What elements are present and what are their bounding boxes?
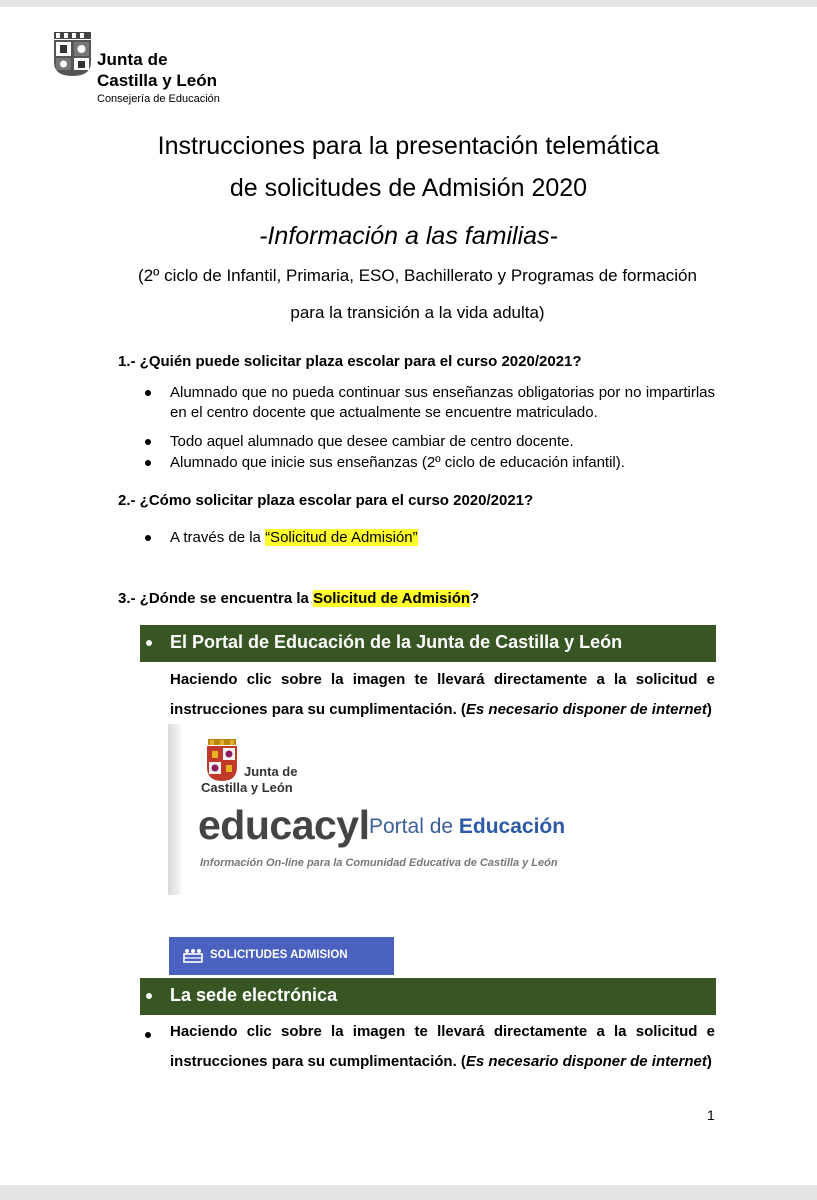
sede-description — [170, 1017, 715, 1077]
sede-desc-line1: Haciendo clic sobre la imagen te llevará directamente a la solicitud e — [170, 1023, 715, 1040]
list-item-text: Todo aquel alumnado que desee cambiar de centro docente. — [170, 433, 574, 450]
scope-line2: para la transición a la vida adulta) — [290, 303, 545, 322]
portal-section-title: El Portal de Educación de la Junta de Castilla y León — [170, 632, 623, 652]
org-department: Consejería de Educación — [97, 93, 220, 105]
portal-prefix: Portal de — [369, 815, 459, 838]
desc-italic: Es necesario disponer de internet — [465, 1053, 707, 1070]
page-number: 1 — [707, 1107, 715, 1123]
section3-heading — [118, 590, 479, 607]
bullet-icon — [145, 460, 151, 466]
desc-suffix: ) — [706, 701, 712, 718]
educacyl-logo: educacyl — [198, 802, 370, 848]
bullet-icon — [145, 1032, 151, 1038]
portal-description — [170, 665, 715, 725]
coat-of-arms-icon — [206, 739, 238, 781]
portal-educacion-label — [369, 815, 565, 839]
sede-section-title: La sede electrónica — [170, 985, 338, 1005]
heading-highlight: Solicitud de Admisión — [313, 590, 471, 607]
portal-bold: Educación — [458, 815, 566, 838]
sede-section-bar — [140, 978, 716, 1015]
list-item — [145, 453, 715, 473]
image-jcl-line1: Junta de — [244, 764, 298, 779]
educacyl-portal-image-link[interactable] — [168, 724, 633, 895]
document-subtitle: -Información a las familias- — [259, 222, 558, 250]
scope-line1: (2º ciclo de Infantil, Primaria, ESO, Bachillerato y Programas de formación — [138, 266, 697, 285]
section1-heading: 1.- ¿Quién puede solicitar plaza escolar para el curso 2020/2021? — [118, 353, 582, 370]
solicitudes-admision-button[interactable] — [169, 937, 394, 975]
solicitud-admision-link[interactable]: “Solicitud de Admisión” — [265, 529, 418, 546]
bullet-icon — [145, 390, 151, 396]
heading-suffix: ? — [470, 590, 480, 607]
desc-italic: Es necesario disponer de internet — [465, 701, 707, 718]
document-page — [0, 7, 817, 1185]
list-item-text — [170, 528, 715, 548]
sede-desc-line2 — [170, 1047, 715, 1077]
list-item — [145, 528, 715, 548]
button-label: SOLICITUDES ADMISION — [210, 949, 348, 961]
desc-suffix: ) — [706, 1053, 712, 1070]
image-edge — [168, 724, 181, 895]
image-jcl-line2: Castilla y León — [201, 780, 293, 795]
portal-desc-line2 — [170, 695, 715, 725]
portal-desc-line1: Haciendo clic sobre la imagen te llevará directamente a la solicitud e — [170, 671, 715, 688]
portal-tagline: Información On-line para la Comunidad Educativa de Castilla y León — [200, 857, 558, 869]
document-title-line1: Instrucciones para la presentación telemática — [157, 132, 660, 160]
desc-prefix: instrucciones para su cumplimentación. ( — [170, 1053, 466, 1070]
bullet-icon — [146, 993, 152, 999]
building-icon — [183, 948, 203, 963]
list-item — [145, 432, 715, 452]
coat-of-arms-icon — [54, 32, 91, 76]
bullet-icon — [145, 535, 151, 541]
org-name-line1: Junta de — [97, 50, 168, 69]
list-item-text: Alumnado que inicie sus enseñanzas (2º ciclo de educación infantil). — [170, 454, 625, 471]
bullet-icon — [146, 640, 152, 646]
bullet-icon — [145, 439, 151, 445]
portal-section-bar — [140, 625, 716, 662]
list-item — [145, 383, 715, 423]
org-name-line2: Castilla y León — [97, 71, 217, 90]
list-item-text: Alumnado que no pueda continuar sus enseñanzas obligatorias por no impartirlas en el centro docente que actualmente se encuentre matriculado. — [170, 384, 715, 421]
desc-prefix: instrucciones para su cumplimentación. ( — [170, 701, 466, 718]
section2-heading: 2.- ¿Cómo solicitar plaza escolar para el curso 2020/2021? — [118, 492, 534, 509]
document-title-line2: de solicitudes de Admisión 2020 — [229, 174, 588, 202]
heading-prefix: 3.- ¿Dónde se encuentra la — [118, 590, 314, 607]
item-prefix: A través de la — [170, 529, 266, 546]
